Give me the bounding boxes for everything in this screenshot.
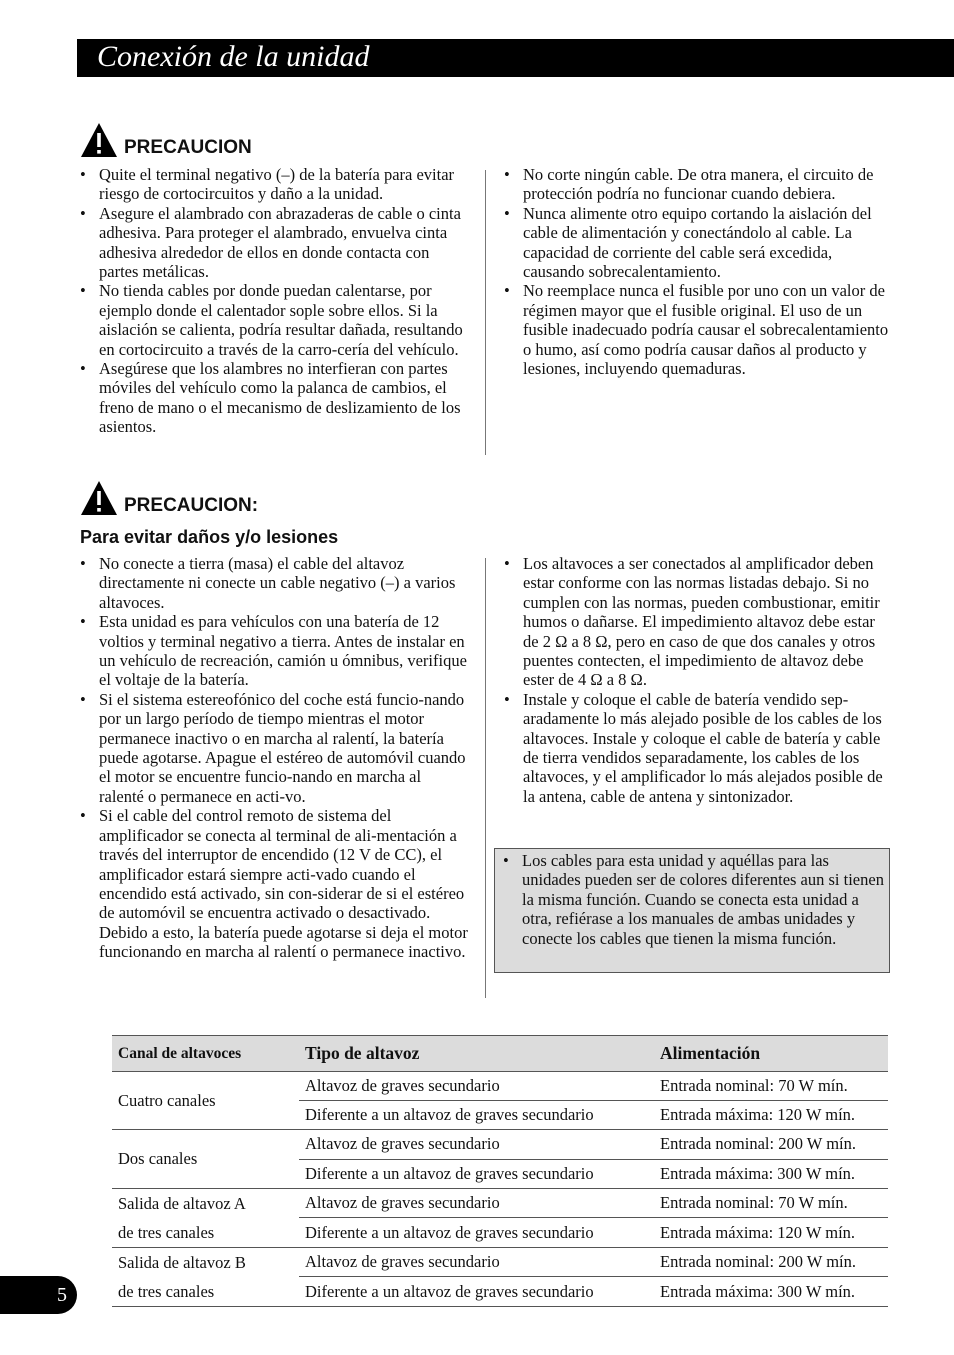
power-cell: Entrada nominal: 70 W mín.	[654, 1072, 888, 1101]
page-number: 5	[57, 1284, 67, 1306]
table-row	[112, 1247, 888, 1277]
power-cell: Entrada máxima: 120 W mín.	[654, 1101, 888, 1130]
list-item: • Si el cable del control remoto de sistema del amplificador se conecta al terminal de ali-mentación a través del interruptor de encendido (12 V de CC), el amplificador estará siempre acti-vado cuando el encendido está activado, sin con-siderar de si el estéreo de automóvil se encuentra activado o desactivado. Debido a esto, la batería puede agotarse si deja el motor funcionando en marcha al ralentí o permanece inactivo.	[80, 806, 468, 961]
caution-subheading: Para evitar daños y/o lesiones	[80, 527, 339, 547]
table-row	[112, 1130, 888, 1159]
channel-line: de tres canales	[118, 1222, 215, 1242]
list-item: • No corte ningún cable. De otra manera, el circuito de protección podría no funcionar cuando debiera.	[504, 165, 892, 204]
header-channel: Canal de altavoces	[112, 1036, 299, 1072]
caution-label: PRECAUCION	[124, 137, 252, 158]
caution-label: PRECAUCION:	[124, 495, 259, 516]
channel-line: de tres canales	[118, 1281, 215, 1301]
type-cell: Altavoz de graves secundario	[299, 1130, 654, 1159]
caution2-heading	[80, 480, 258, 516]
speaker-table	[112, 1035, 888, 1307]
type-cell: Diferente a un altavoz de graves secundario	[299, 1277, 654, 1307]
list-item: • No reemplace nunca el fusible por uno con un valor de régimen mayor que el fusible original. El uso de un fusible inadecuado podría causar el sobrecalentamiento o humo, así como podría causar daños al producto y lesiones, incluyendo quemaduras.	[504, 281, 892, 378]
caution2-right-list	[504, 554, 892, 806]
list-item: • No conecte a tierra (masa) el cable del altavoz directamente ni conecte un cable negativo (–) a varios altavoces.	[80, 554, 468, 612]
table-header-row	[112, 1036, 888, 1072]
channel-line: Salida de altavoz B	[118, 1252, 246, 1272]
table-row	[112, 1188, 888, 1218]
type-cell: Altavoz de graves secundario	[299, 1072, 654, 1101]
power-cell: Entrada máxima: 300 W mín.	[654, 1277, 888, 1307]
list-item: • Los altavoces a ser conectados al amplificador deben estar conforme con las normas listadas debajo. Si no cumplen con las normas, pueden combustionar, emitir humos o dañarse. El impedimiento altavoz debe estar de 2 Ω a 8 Ω, pero en caso de que dos canales y otros puentes contecten, el impedimiento de altavoz debe ester de 4 Ω a 8 Ω.	[504, 554, 892, 690]
title-bar	[77, 39, 954, 77]
column-divider	[485, 170, 486, 455]
table-row	[112, 1072, 888, 1101]
note-box	[494, 848, 890, 973]
warning-icon	[80, 480, 118, 516]
power-cell: Entrada nominal: 200 W mín.	[654, 1247, 888, 1277]
power-cell: Entrada máxima: 300 W mín.	[654, 1159, 888, 1188]
channel-cell: Dos canales	[112, 1130, 299, 1188]
power-cell: Entrada nominal: 200 W mín.	[654, 1130, 888, 1159]
type-cell: Diferente a un altavoz de graves secundario	[299, 1218, 654, 1248]
type-cell: Altavoz de graves secundario	[299, 1247, 654, 1277]
power-cell: Entrada nominal: 70 W mín.	[654, 1188, 888, 1218]
column-divider	[485, 558, 486, 998]
channel-cell	[112, 1188, 299, 1247]
channel-cell: Cuatro canales	[112, 1072, 299, 1130]
note-list	[503, 851, 888, 948]
channel-cell	[112, 1247, 299, 1306]
page-title: Conexión de la unidad	[97, 40, 370, 73]
list-item: • Asegure el alambrado con abrazaderas de cable o cinta adhesiva. Para proteger el alambrado, envuelva cinta adhesiva alrededor de ellos en donde contacta con partes metálicas.	[80, 204, 468, 282]
note-item: • Los cables para esta unidad y aquéllas para las unidades pueden ser de colores diferentes aun si tienen la misma función. Cuando se conecta esta unidad a otra, refiérase a los manuales de ambas unidades y conecte los cables que tienen la misma función.	[503, 851, 888, 948]
power-cell: Entrada máxima: 120 W mín.	[654, 1218, 888, 1248]
channel-line: Salida de altavoz A	[118, 1193, 246, 1213]
caution1-right-list	[504, 165, 892, 378]
warning-icon	[80, 122, 118, 158]
caution-heading	[80, 122, 252, 158]
type-cell: Altavoz de graves secundario	[299, 1188, 654, 1218]
list-item: • Asegúrese que los alambres no interfieran con partes móviles del vehículo como la palanca de cambios, el freno de mano o el mecanismo de deslizamiento de los asientos.	[80, 359, 468, 437]
list-item: • Nunca alimente otro equipo cortando la aislación del cable de alimentación y conectándolo al cable. La capacidad de corriente del cable será excedida, causando sobrecalentamiento.	[504, 204, 892, 282]
header-type: Tipo de altavoz	[299, 1036, 654, 1072]
header-power: Alimentación	[654, 1036, 888, 1072]
list-item: • No tienda cables por donde puedan calentarse, por ejemplo donde el calentador sople sobre ellos. Si la aislación se calienta, podría resultar dañada, resultando en cortocircuito a través de la carro-cería del vehículo.	[80, 281, 468, 359]
list-item: • Esta unidad es para vehículos con una batería de 12 voltios y terminal negativo a tierra. Antes de instalar en un vehículo de recreación, camión u ómnibus, verifique el voltaje de la batería.	[80, 612, 468, 690]
list-item: • Si el sistema estereofónico del coche está funcio-nando por un largo período de tiempo mientras el motor permanece inactivo o en marcha al ralentí, la batería puede agotarse. Apague el estéreo de automóvil cuando el motor se encuentre funcio-nando en marcha al ralenté o permanece en acti-vo.	[80, 690, 468, 806]
page-number-tab	[0, 1276, 77, 1314]
list-item: • Quite el terminal negativo (–) de la batería para evitar riesgo de cortocircuitos y daño a la unidad.	[80, 165, 468, 204]
type-cell: Diferente a un altavoz de graves secundario	[299, 1159, 654, 1188]
type-cell: Diferente a un altavoz de graves secundario	[299, 1101, 654, 1130]
list-item: • Instale y coloque el cable de batería vendido sep-aradamente lo más alejado posible de los cables de los altavoces. Instale y coloque el cable de batería y cable de tierra vendidos separadamente, los cables de los altavoces, y el amplificador lo más alejados posible de la antena, cable de antena y sintonizador.	[504, 690, 892, 806]
caution2-left-list	[80, 554, 468, 962]
caution1-left-list	[80, 165, 468, 437]
